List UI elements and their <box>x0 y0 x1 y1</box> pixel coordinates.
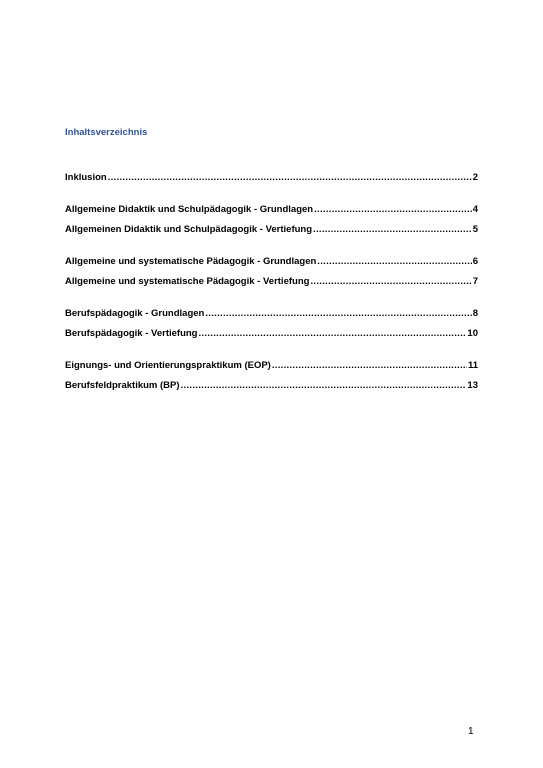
toc-entry-page: 8 <box>472 308 478 319</box>
toc-dot-leader <box>317 256 471 267</box>
toc-dot-leader <box>199 328 467 339</box>
toc-entry-page: 11 <box>467 360 478 371</box>
toc-heading: Inhaltsverzeichnis <box>65 127 148 138</box>
toc-dot-leader <box>108 172 472 183</box>
toc-entry-eop[interactable] <box>65 360 478 380</box>
toc-list <box>65 172 478 400</box>
toc-entry-title: Berufsfeldpraktikum (BP) <box>65 380 180 391</box>
toc-entry-paedagogik-vertiefung[interactable] <box>65 276 478 296</box>
toc-entry-title: Berufspädagogik - Grundlagen <box>65 308 205 319</box>
toc-entry-page: 2 <box>472 172 478 183</box>
toc-entry-paedagogik-grundlagen[interactable] <box>65 256 478 276</box>
toc-entry-title: Allgemeinen Didaktik und Schulpädagogik - Vertiefung <box>65 224 313 235</box>
toc-entry-title: Allgemeine und systematische Pädagogik - Vertiefung <box>65 276 310 287</box>
toc-entry-title: Allgemeine Didaktik und Schulpädagogik - Grundlagen <box>65 204 314 215</box>
toc-entry-page: 10 <box>467 328 478 339</box>
toc-dot-leader <box>205 308 471 319</box>
toc-entry-page: 6 <box>472 256 478 267</box>
toc-entry-didaktik-vertiefung[interactable] <box>65 224 478 244</box>
toc-dot-leader <box>181 380 467 391</box>
toc-dot-leader <box>313 224 472 235</box>
toc-entry-page: 5 <box>472 224 478 235</box>
toc-entry-bp[interactable] <box>65 380 478 400</box>
page-number: 1 <box>468 726 474 737</box>
toc-entry-inklusion[interactable] <box>65 172 478 192</box>
toc-entry-title: Eignungs- und Orientierungspraktikum (EOP) <box>65 360 271 371</box>
toc-entry-page: 7 <box>472 276 478 287</box>
toc-entry-title: Inklusion <box>65 172 107 183</box>
toc-entry-title: Berufspädagogik - Vertiefung <box>65 328 198 339</box>
toc-dot-leader <box>272 360 467 371</box>
toc-entry-page: 4 <box>472 204 478 215</box>
toc-entry-berufspaedagogik-vertiefung[interactable] <box>65 328 478 348</box>
toc-entry-page: 13 <box>467 380 478 391</box>
toc-entry-title: Allgemeine und systematische Pädagogik - Grundlagen <box>65 256 317 267</box>
toc-dot-leader <box>310 276 471 287</box>
toc-entry-didaktik-grundlagen[interactable] <box>65 204 478 224</box>
toc-dot-leader <box>314 204 472 215</box>
toc-entry-berufspaedagogik-grundlagen[interactable] <box>65 308 478 328</box>
